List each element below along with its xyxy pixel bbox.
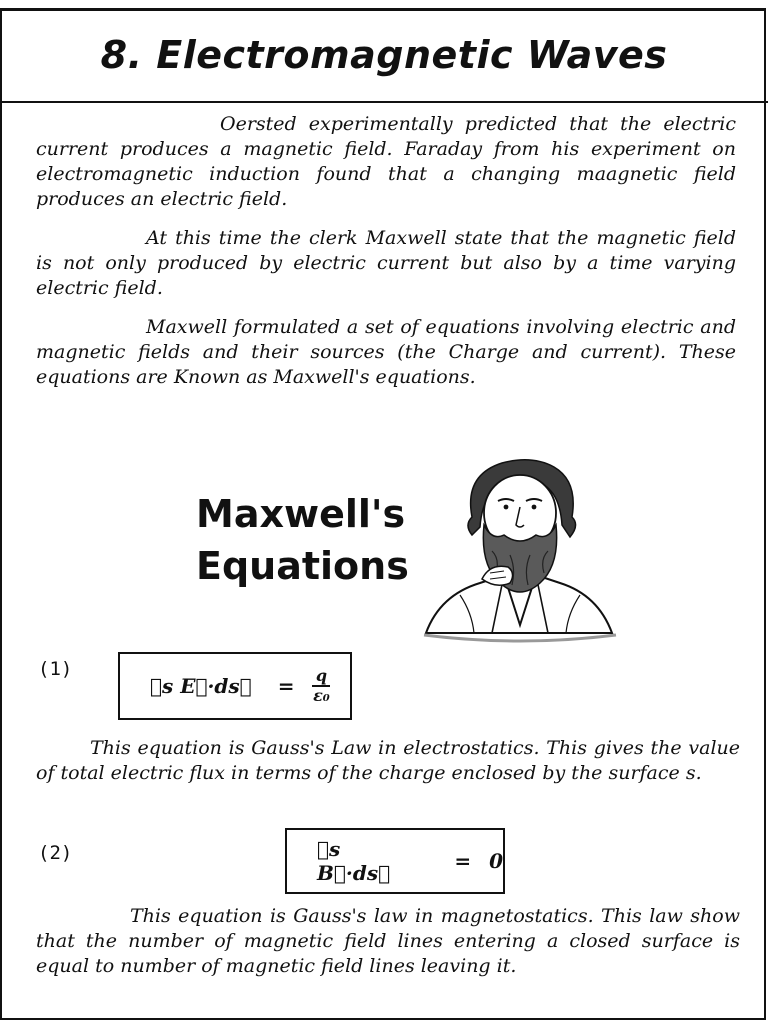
heading-line-1: Maxwell's bbox=[196, 492, 406, 536]
equation-1-description: This equation is Gauss's Law in electrostatics. This gives the value of total electric flux in terms of the charge enclosed by the surface s. bbox=[36, 737, 740, 784]
section-heading bbox=[196, 488, 426, 592]
paragraph-maxwell-equations: Maxwell formulated a set of equations involving electric and magnetic fields and their sources (the Charge and current). These equations are Known as Maxwell's equations. bbox=[36, 316, 736, 388]
intro-text bbox=[36, 112, 736, 404]
equation-1-denominator: ε₀ bbox=[313, 686, 330, 705]
equation-2-box bbox=[285, 828, 505, 894]
equation-1-operator: = bbox=[277, 674, 295, 698]
equation-1-lhs: ∮s E⃗·ds⃗ bbox=[150, 674, 252, 698]
equation-2-number: (2) bbox=[38, 842, 73, 864]
equation-1-rhs bbox=[312, 668, 330, 704]
equation-2-description: This equation is Gauss's law in magnetostatics. This law show that the number of magnetic field lines entering a closed surface is equal to number of magnetic field lines leaving it. bbox=[36, 905, 740, 977]
maxwell-portrait-illustration bbox=[420, 455, 620, 650]
heading-line-2: Equations bbox=[196, 544, 409, 588]
equation-2-operator: = bbox=[454, 849, 472, 873]
equation-1-box bbox=[118, 652, 352, 720]
title-bar bbox=[0, 8, 768, 103]
paragraph-oersted-faraday: Oersted experimentally predicted that the electric current produces a magnetic field. Faraday from his experiment on electromagnetic induction found that a changing maagnetic field produces an electric field. bbox=[36, 113, 736, 210]
equation-2-rhs: 0 bbox=[489, 849, 503, 873]
equation-1-number: (1) bbox=[38, 658, 73, 680]
page-title: 8. Electromagnetic Waves bbox=[100, 32, 668, 77]
equation-1-numerator: q bbox=[315, 666, 328, 685]
paragraph-maxwell-statement: At this time the clerk Maxwell state that the magnetic field is not only produced by electric current but also by a time varying electric field. bbox=[36, 227, 736, 299]
equation-2-lhs: ∮s B⃗·ds⃗ bbox=[317, 837, 391, 885]
